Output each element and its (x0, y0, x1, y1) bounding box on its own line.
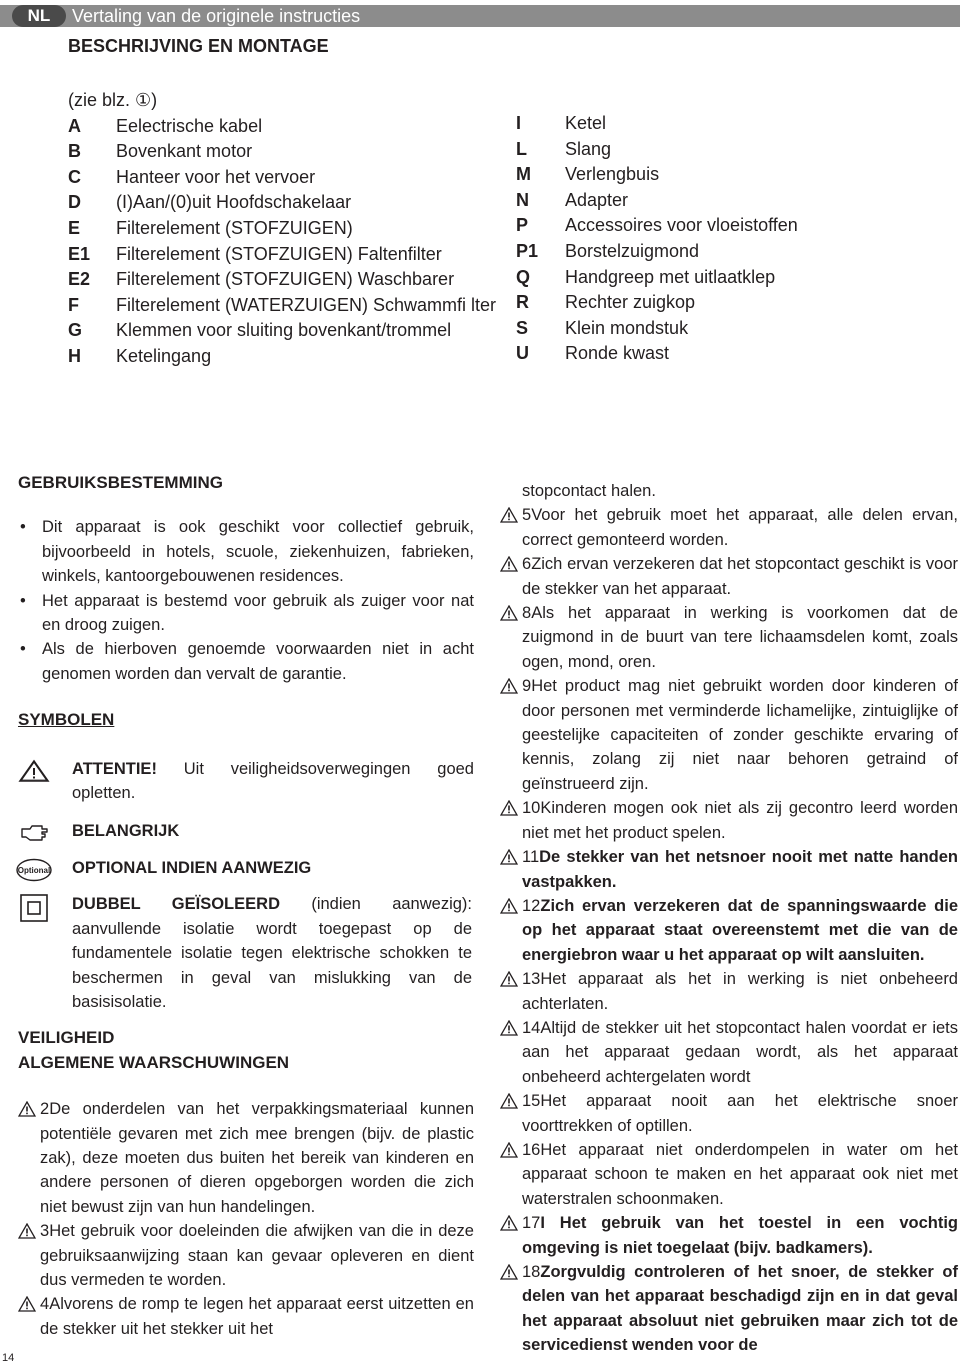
warning-text: Het apparaat niet onderdompelen in water om het apparaat schoon te maken en het apparaat ook niet met waterstralen schoonmaken. (522, 1140, 958, 1208)
warning-text: Zorgvuldig controleren of het snoer, de stekker of delen van het apparaat beschadigd zijn en in dat geval het apparaat absoluut niet gebruiken maar zich tot de servicedienst wenden voor de (522, 1263, 958, 1355)
important-label: BELANGRIJK (72, 822, 180, 841)
warning-text: I Het gebruik van het toestel in een vochtig omgeving is niet toegelaat (bijv. badkamers). (522, 1214, 958, 1257)
warning-text: De onderdelen van het verpakkingsmateriaal kunnen potentiële gevaren met zich mee brengen (bijv. de plastic zak), deze moeten dus buiten het bereik van kinderen en andere personen of dieren opgeborgen worden die zich niet bewust zijn van hun handelingen. (40, 1100, 474, 1216)
warning-number: 5 (522, 506, 532, 525)
part-key: Q (516, 266, 531, 287)
usage-bullets (18, 515, 474, 686)
parts-row (68, 139, 508, 165)
part-label: (I)Aan/(0)uit Hoofdschakelaar (116, 192, 352, 213)
symbol-optional (18, 856, 474, 880)
part-key: N (516, 189, 529, 210)
warning-item (18, 1292, 474, 1341)
warning-number: 12 (522, 896, 541, 915)
part-key: D (68, 192, 81, 213)
warning-text: Altijd de stekker uit het stopcontact halen voordat er iets aan het apparaat gedaan wordt, als het apparaat onbeheerd achtergelaten wordt (522, 1018, 958, 1086)
warning-icon (500, 605, 518, 621)
warning-number: 9 (522, 677, 532, 696)
part-label: Filterelement (STOFZUIGEN) Waschbarer (116, 269, 455, 290)
parts-intro: (zie blz. ①) (68, 90, 158, 110)
warning-number: 15 (522, 1092, 541, 1111)
parts-row (68, 216, 508, 242)
warning-number: 14 (522, 1018, 541, 1037)
warning-item (500, 967, 958, 1016)
parts-row (68, 165, 508, 191)
continuation-text: stopcontact halen. (522, 482, 656, 500)
parts-row (516, 213, 936, 239)
part-key: S (516, 317, 529, 338)
parts-row (68, 242, 508, 268)
warning-icon (500, 507, 518, 523)
parts-list-right (516, 111, 936, 367)
part-key: F (68, 294, 79, 315)
parts-row (516, 316, 936, 342)
symbol-double-insulated (18, 892, 474, 1014)
warning-item (500, 601, 958, 674)
part-key: U (516, 343, 529, 364)
warning-text: De stekker van het netsnoer nooit met natte handen vastpakken. (522, 848, 958, 891)
warning-icon (18, 1223, 36, 1239)
warning-item (500, 1138, 958, 1211)
parts-row (516, 239, 936, 265)
part-label: Adapter (565, 189, 629, 210)
warning-number: 8 (522, 604, 532, 623)
section-title: BESCHRIJVING EN MONTAGE (68, 36, 329, 56)
warning-item (500, 1089, 958, 1138)
warning-icon (500, 1215, 518, 1231)
symbols-heading: SYMBOLEN (18, 710, 115, 730)
parts-row (68, 114, 508, 140)
symbol-attention (18, 757, 474, 806)
part-key: I (516, 113, 522, 133)
warning-item (500, 674, 958, 796)
warning-item (500, 552, 958, 601)
parts-row (68, 190, 508, 216)
warning-icon (500, 556, 518, 572)
usage-bullet: • Dit apparaat is ook geschikt voor collectief gebruik, bijvoorbeeld in hotels, scuole, ziekenhuizen, fabrieken, winkels, kantoorgebouwenen residences. (20, 515, 474, 588)
general-warnings-heading: ALGEMENE WAARSCHUWINGEN (18, 1052, 290, 1072)
part-key: E (68, 217, 81, 238)
warning-text: Zich ervan verzekeren dat de spanningswaarde die op het apparaat staat overeenstemt met die van de energiebron waar u het apparaat op wilt aansluiten. (522, 896, 958, 964)
warning-icon (500, 971, 518, 987)
part-label: Filterelement (STOFZUIGEN) Faltenfilter (116, 243, 442, 264)
warning-icon (500, 849, 518, 865)
parts-row (516, 111, 936, 137)
part-label: Klein mondstuk (565, 317, 689, 338)
attention-text: Uit veiligheidsoverwegingen goed opletten. (72, 759, 474, 803)
warning-item (500, 503, 958, 552)
warning-text: Het apparaat nooit aan het elektrische snoer voorttrekken of optillen. (522, 1092, 958, 1135)
part-label: Slang (565, 138, 612, 159)
attention-label: ATTENTIE! (72, 759, 157, 778)
warning-item (500, 1016, 958, 1089)
part-label: Rechter zuigkop (565, 292, 696, 313)
warnings-right (500, 503, 958, 1357)
parts-row (68, 318, 508, 344)
warning-number: 10 (522, 799, 541, 818)
warning-text: Voor het gebruik moet het apparaat, alle delen ervan, correct gemonteerd worden. (522, 506, 958, 549)
part-key: A (68, 115, 81, 136)
part-key: H (68, 345, 81, 366)
warning-icon (500, 800, 518, 816)
warning-item (18, 1097, 474, 1219)
part-key: M (516, 164, 531, 185)
part-label: Ketelingang (116, 345, 212, 366)
warning-icon (500, 1093, 518, 1109)
warning-item (500, 894, 958, 967)
optional-icon-text: Optional (17, 865, 51, 875)
part-label: Handgreep met uitlaatklep (565, 266, 776, 287)
header-title: Vertaling van de originele instructies (72, 6, 361, 26)
part-label: Accessoires voor vloeistoffen (565, 215, 798, 236)
parts-row (516, 265, 936, 291)
part-key: E1 (68, 243, 91, 264)
warnings-left (18, 1097, 474, 1341)
parts-row (516, 162, 936, 188)
part-key: G (68, 320, 83, 341)
usage-heading: GEBRUIKSBESTEMMING (18, 473, 223, 492)
warning-number: 17 (522, 1214, 541, 1233)
warning-number: 11 (522, 848, 540, 867)
part-key: B (68, 141, 81, 162)
language-badge: NL (12, 5, 66, 27)
warning-text: Kinderen mogen ook niet als zij gecontro leerd worden niet met het product spelen. (522, 799, 958, 842)
warning-number: 16 (522, 1140, 541, 1159)
part-label: Filterelement (WATERZUIGEN) Schwammfi lter (116, 294, 497, 315)
warning-item (500, 1211, 958, 1260)
part-label: Hanteer voor het vervoer (116, 166, 316, 187)
warning-item (500, 1260, 958, 1358)
warning-item (500, 845, 958, 894)
warning-text: Als het apparaat in werking is voorkomen dat de zuigmond in de buurt van tere lichaamsdelen komt, zoals ogen, mond, oren. (522, 604, 958, 671)
pointing-hand-icon (18, 821, 50, 845)
part-key: C (68, 166, 81, 187)
double-insulated-text: (indien aanwezig): aanvullende isolatie wordt toegepast op de fundamentele isolatie tegen elektrische schokken te beschermen in geval van mislukking van de basisisolatie. (72, 895, 472, 1011)
left-column (18, 471, 474, 1341)
part-label: Eelectrische kabel (116, 115, 263, 136)
part-label: Klemmen voor sluiting bovenkant/trommel (116, 320, 452, 341)
parts-row (68, 267, 508, 293)
part-key: E2 (68, 269, 91, 290)
warning-number: 4 (40, 1295, 50, 1314)
warning-icon (500, 1142, 518, 1158)
double-insulated-label: DUBBEL GEÏSOLEERD (72, 895, 280, 914)
part-key: P (516, 215, 529, 236)
warning-number: 3 (40, 1222, 50, 1241)
part-key: P1 (516, 240, 539, 261)
warning-number: 13 (522, 970, 541, 989)
warning-icon (500, 678, 518, 694)
warning-text: Het product mag niet gebruikt worden door kinderen of door personen met verminderde lichamelijke, zintuiglijke of geestelijke capaciteiten of zonder geschikte ervaring of kennis, zolang zij niet naar behoren getraind of geïnstrueerd zijn. (522, 677, 958, 793)
warning-icon (500, 1264, 518, 1280)
warning-text: Het apparaat als het in werking is niet onbeheerd achterlaten. (522, 970, 958, 1013)
warning-number: 18 (522, 1263, 541, 1281)
parts-row (516, 341, 936, 367)
parts-row (516, 137, 936, 163)
optional-label: OPTIONAL INDIEN AANWEZIG (72, 858, 312, 877)
right-column (500, 479, 958, 1358)
part-key: L (516, 138, 527, 159)
warning-text: Het gebruik voor doeleinden die afwijken van die in deze gebruiksaanwijzing staan kan gevaar opleveren en dient dus vermeden te worden. (40, 1222, 474, 1289)
parts-row (516, 188, 936, 214)
warning-icon (500, 1020, 518, 1036)
part-label: Bovenkant motor (116, 141, 253, 162)
warning-icon (18, 1296, 36, 1312)
part-label: Borstelzuigmond (565, 240, 700, 261)
warning-icon (18, 759, 50, 783)
parts-row (68, 344, 508, 370)
part-label: Ketel (565, 113, 607, 133)
warning-item (500, 796, 958, 845)
parts-list-left (68, 88, 508, 370)
part-label: Verlengbuis (565, 164, 660, 185)
double-insulation-icon (18, 892, 50, 924)
parts-row (516, 290, 936, 316)
usage-bullet: • Het apparaat is bestemd voor gebruik als zuiger voor nat en droog zuigen. (20, 589, 474, 638)
part-label: Ronde kwast (565, 343, 670, 364)
safety-heading: VEILIGHEID (18, 1028, 115, 1048)
warning-text: Alvorens de romp te legen het apparaat eerst uitzetten en de stekker uit het stekker uit het (40, 1295, 474, 1338)
page-number: 14 (2, 1352, 15, 1364)
optional-icon (16, 858, 52, 882)
part-label: Filterelement (STOFZUIGEN) (116, 217, 353, 238)
warning-icon (500, 898, 518, 914)
usage-bullet: • Als de hierboven genoemde voorwaarden niet in acht genomen worden dan vervalt de garantie. (20, 637, 474, 686)
warning-icon (18, 1101, 36, 1117)
parts-row (68, 293, 508, 319)
warning-item (18, 1219, 474, 1292)
warning-text: Zich ervan verzekeren dat het stopcontact geschikt is voor de stekker van het apparaat. (522, 555, 958, 598)
warning-number: 2 (40, 1100, 50, 1119)
part-key: R (516, 292, 529, 313)
symbol-important (18, 819, 474, 843)
warning-number: 6 (522, 555, 532, 574)
